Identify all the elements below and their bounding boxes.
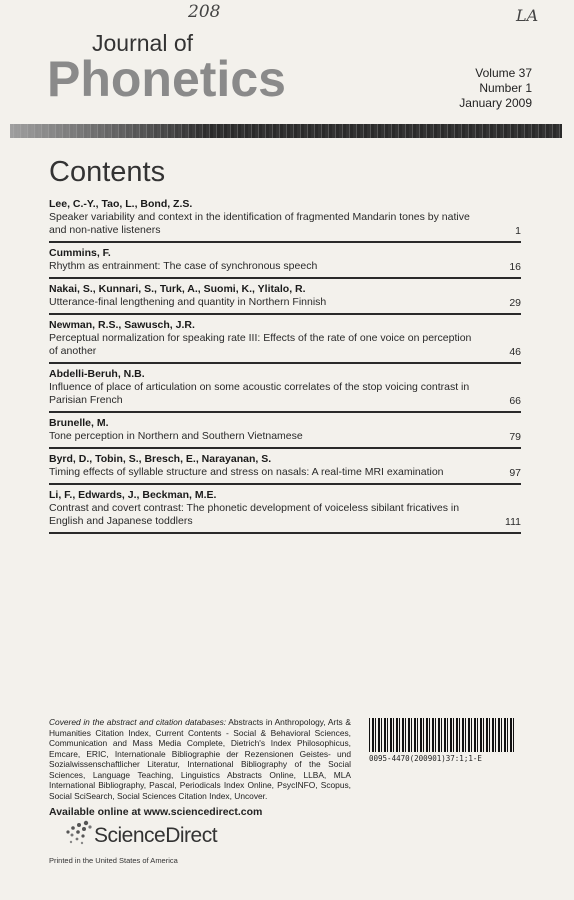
- toc-entry[interactable]: [49, 417, 521, 449]
- contents-heading: Contents: [49, 156, 166, 188]
- entry-authors: Byrd, D., Tobin, S., Bresch, E., Narayanan, S.: [49, 453, 272, 465]
- handwritten-note-left: 208: [188, 2, 221, 22]
- entry-page: 46: [509, 346, 521, 358]
- toc-entry[interactable]: [49, 247, 521, 279]
- entry-title: Contrast and covert contrast: The phonetic development of voiceless sibilant fricatives in English and Japanese toddlers: [49, 502, 460, 527]
- decorative-band-shade: [10, 124, 210, 138]
- entry-authors: Newman, R.S., Sawusch, J.R.: [49, 319, 195, 331]
- toc-entry[interactable]: [49, 368, 521, 413]
- issue-info: [452, 66, 532, 111]
- entry-title: Influence of place of articulation on some acoustic correlates of the stop voicing contrast in Parisian French: [49, 381, 470, 406]
- sciencedirect-logo[interactable]: ScienceDirect: [94, 824, 218, 847]
- entry-authors: Abdelli-Beruh, N.B.: [49, 368, 145, 380]
- number-label: Number 1: [479, 81, 532, 95]
- coverage-lead: Covered in the abstract and citation databases:: [49, 717, 227, 727]
- coverage-text: Abstracts in Anthropology, Arts & Humanities Citation Index, Current Contents - Social & Behavioral Sciences, Communication and Mass Media Complete, Dietrich's Index Philosophicus, Emcare, ERIC, Internationale Bibliographie der Rezensionen Geistes- und Sozialwissenschaftlicher Literatur, International Bibliography of the Social Sciences, Language Teaching, Linguistics Abstracts Online, LLBA, MLA International Bibliography, Pascal, Periodicals Index Online, PsycINFO, Scopus, Social SciSearch, Social Sciences Citation Index, Uncover.: [49, 717, 351, 801]
- coverage-statement: [49, 717, 351, 801]
- toc-entry[interactable]: [49, 489, 521, 534]
- entry-title: Utterance-final lengthening and quantity in Northern Finnish: [49, 296, 327, 308]
- journal-name: Phonetics: [47, 51, 286, 107]
- entry-authors: Li, F., Edwards, J., Beckman, M.E.: [49, 489, 217, 501]
- volume-label: Volume 37: [475, 66, 532, 80]
- entry-page: 16: [509, 261, 521, 273]
- entry-page: 29: [509, 297, 521, 309]
- entry-authors: Cummins, F.: [49, 247, 111, 259]
- printed-note: Printed in the United States of America: [49, 856, 178, 865]
- barcode: [369, 718, 515, 752]
- date-label: January 2009: [459, 96, 532, 110]
- toc-entry[interactable]: [49, 283, 521, 315]
- entry-title: Perceptual normalization for speaking rate III: Effects of the rate of one voice on perception of another: [49, 332, 472, 357]
- barcode-text: 0095-4470(200901)37:1;1-E: [369, 754, 482, 763]
- toc-entry[interactable]: [49, 319, 521, 364]
- entry-page: 111: [505, 516, 521, 528]
- entry-title: Rhythm as entrainment: The case of synchronous speech: [49, 260, 318, 272]
- toc-entry[interactable]: [49, 198, 521, 243]
- entry-page: 97: [509, 467, 521, 479]
- journal-of-label: Journal of: [92, 30, 194, 56]
- entry-page: 79: [509, 431, 521, 443]
- entry-page: 1: [515, 225, 521, 237]
- table-of-contents: [49, 198, 521, 538]
- entry-authors: Brunelle, M.: [49, 417, 109, 429]
- sciencedirect-dots-icon: [64, 820, 94, 846]
- entry-page: 66: [509, 395, 521, 407]
- entry-title: Timing effects of syllable structure and stress on nasals: A real-time MRI examination: [49, 466, 444, 478]
- handwritten-note-right: LA: [516, 6, 539, 25]
- available-online[interactable]: Available online at www.sciencedirect.com: [49, 806, 263, 818]
- toc-entry[interactable]: [49, 453, 521, 485]
- entry-authors: Nakai, S., Kunnari, S., Turk, A., Suomi, K., Ylitalo, R.: [49, 283, 306, 295]
- entry-authors: Lee, C.-Y., Tao, L., Bond, Z.S.: [49, 198, 193, 210]
- entry-title: Speaker variability and context in the identification of fragmented Mandarin tones by native and non-native listeners: [49, 211, 470, 236]
- entry-title: Tone perception in Northern and Southern Vietnamese: [49, 430, 303, 442]
